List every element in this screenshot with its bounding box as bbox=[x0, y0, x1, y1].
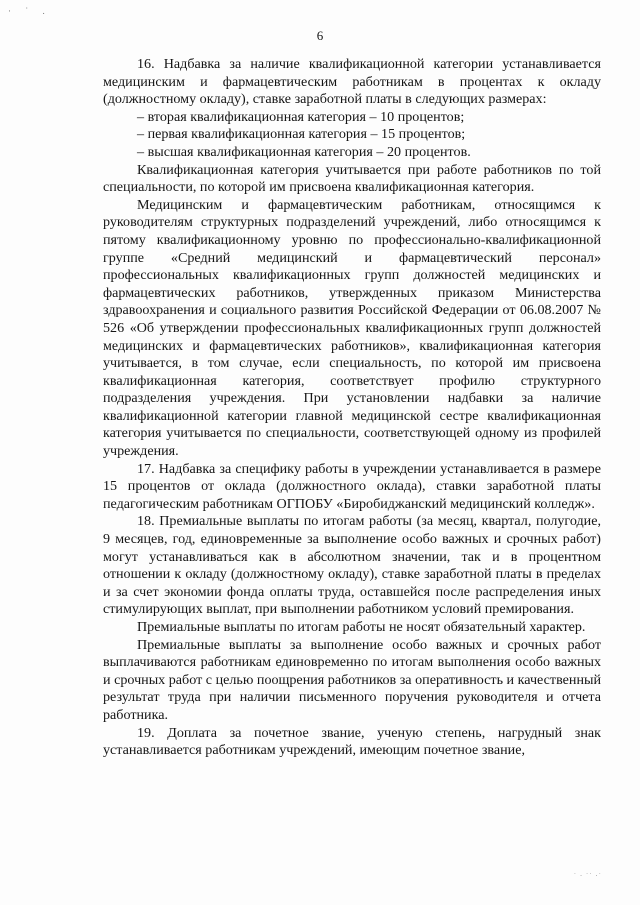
paragraph-19: 19. Доплата за почетное звание, ученую степень, нагрудный знак устанавливается работникам учреждений, имеющим почетное звание, bbox=[103, 724, 601, 759]
paragraph-16: 16. Надбавка за наличие квалификационной категории устанавливается медицинским и фармацевтическим работникам в процентах к окладу (должностному окладу), ставке заработной платы в следующих размерах: bbox=[103, 56, 601, 108]
page-number: 6 bbox=[316, 28, 324, 43]
paragraph-urgent-work-bonus: Премиальные выплаты за выполнение особо важных и срочных работ выплачиваются работникам единовременно по итогам выполнения особо важных и срочных работ с целью поощрения работников за оперативность и качественный результат труда при наличии письменного поручения руководителя и отчета работника. bbox=[103, 636, 601, 723]
paragraph-category-specialty: Квалификационная категория учитывается при работе работников по той специальности, по которой им присвоена квалификационная категория. bbox=[103, 161, 601, 196]
paragraph-17: 17. Надбавка за специфику работы в учреждении устанавливается в размере 15 процентов от оклада (должностного оклада), ставки заработной платы педагогическим работникам ОГПОБУ «Биробиджанский медицинский колледж». bbox=[103, 460, 601, 512]
scan-speckles: · ˙ . bbox=[8, 6, 51, 16]
list-item-highest-category: – высшая квалификационная категория – 20 процентов. bbox=[137, 143, 471, 160]
paragraph-18: 18. Премиальные выплаты по итогам работы (за месяц, квартал, полугодие, 9 месяцев, год, единовременные за выполнение особо важных и срочных работ) могут устанавливаться как в абсолютном значении, так и в процентном отношении к окладу (должностному окладу), ставке заработной платы в пределах и за счет экономии фонда оплаты труда, оставшейся после распределения иных стимулирующих выплат, при выполнении работником условий премирования. bbox=[103, 513, 601, 618]
paragraph-bonus-not-mandatory: Премиальные выплаты по итогам работы не носят обязательный характер. bbox=[137, 619, 586, 635]
scan-footer-mark: ˙ · ˙˙ ·˙ bbox=[573, 872, 602, 880]
list-item-second-category: – вторая квалификационная категория – 10 процентов; bbox=[137, 108, 465, 125]
document-body bbox=[103, 56, 601, 760]
paragraph-medical-workers: Медицинским и фармацевтическим работникам, относящимся к руководителям структурных подразделений учреждений, либо относящимся к пятому квалификационному уровню по профессионально-квалификационной группе «Средний медицинский и фармацевтический персонал» профессиональных квалификационных групп должностей медицинских и фармацевтических работников, утвержденных приказом Министерства здравоохранения и социального развития Российской Федерации от 06.08.2007 № 526 «Об утверждении профессиональных квалификационных групп должностей медицинских и фармацевтических работников», квалификационная категория учитывается, в том случае, если специальность, по которой им присвоена квалификационная категория, соответствует профилю структурного подразделения учреждения. При установлении надбавки за наличие квалификационной категории главной медицинской сестре квалификационная категория учитывается по специальности, соответствующей одному из профилей учреждения. bbox=[103, 196, 601, 460]
list-item-first-category: – первая квалификационная категория – 15 процентов; bbox=[137, 126, 466, 143]
